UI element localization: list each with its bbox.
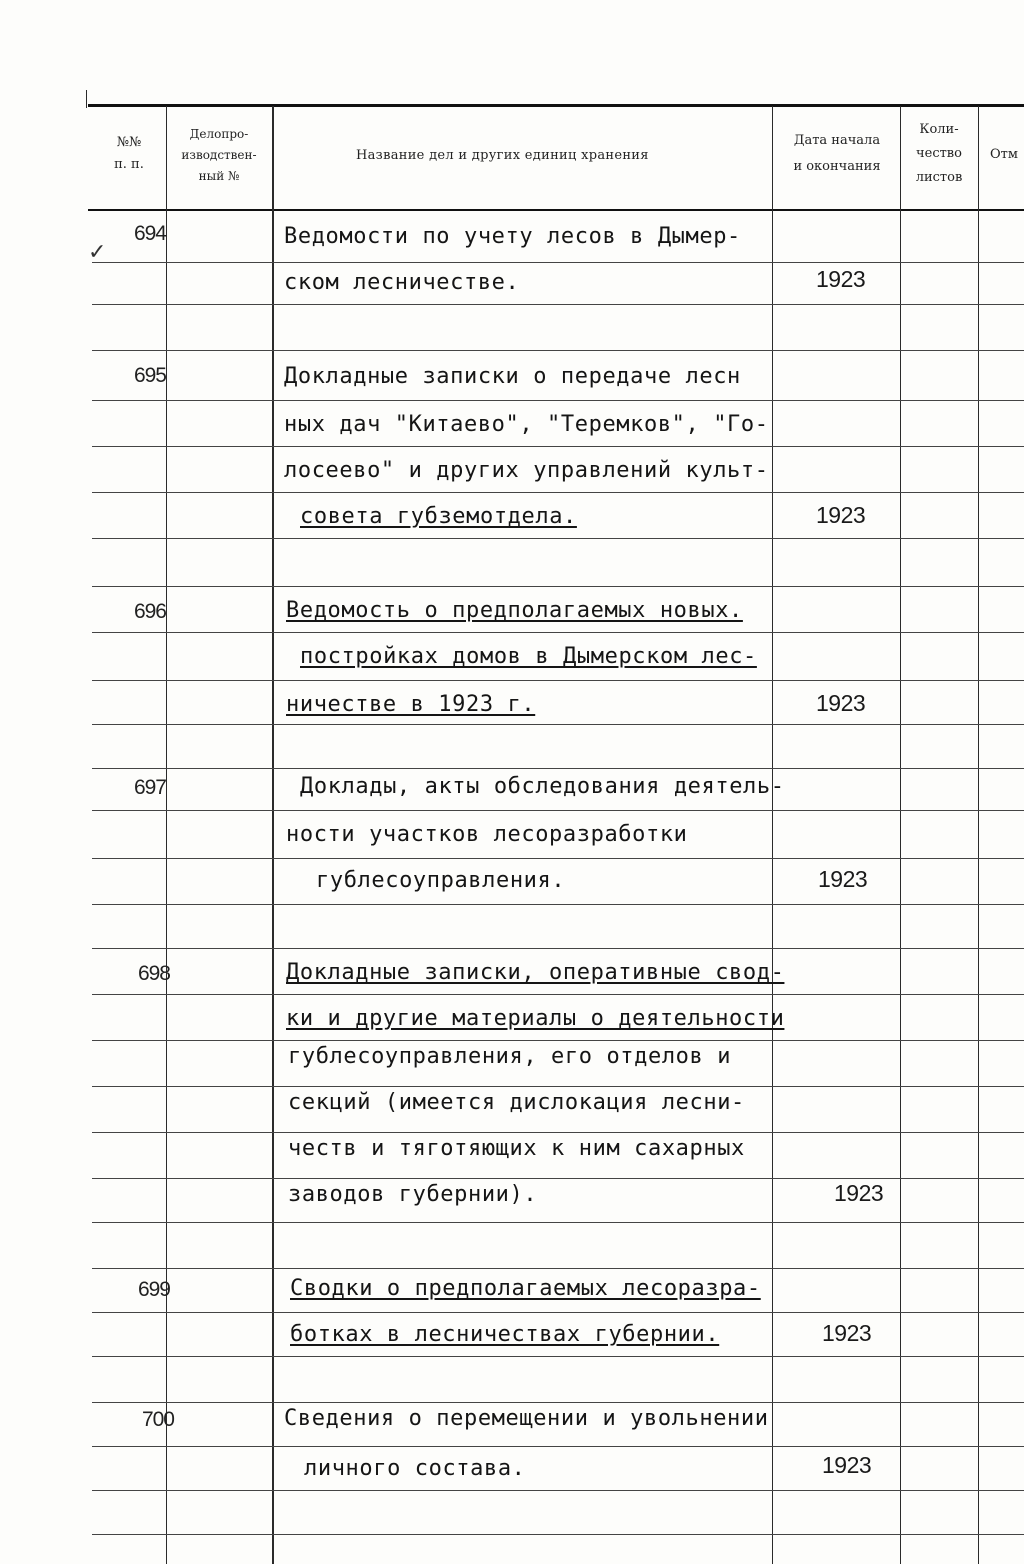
row-rule bbox=[92, 632, 1024, 633]
row-rule bbox=[92, 1178, 1024, 1179]
col-divider-2 bbox=[272, 106, 274, 1564]
record-title-line: гублесоуправления. bbox=[316, 868, 566, 893]
row-rule bbox=[92, 262, 1024, 263]
header-bottom-rule bbox=[88, 209, 1024, 211]
left-margin-mark bbox=[86, 90, 87, 108]
header-number bbox=[96, 132, 162, 176]
row-rule bbox=[92, 1040, 1024, 1041]
header-date-line2: и окончания bbox=[793, 159, 881, 174]
header-notes: Отм bbox=[990, 147, 1018, 162]
record-number: 699 bbox=[137, 1278, 170, 1301]
record-title-line: ботках в лесничествах губернии. bbox=[290, 1322, 720, 1347]
record-title-line: гублесоуправления, его отделов и bbox=[288, 1044, 732, 1069]
header-office-line1: Делопро- bbox=[189, 127, 249, 141]
record-title-line: личного состава. bbox=[304, 1456, 526, 1481]
row-rule bbox=[92, 810, 1024, 811]
record-date: 1923 bbox=[816, 502, 866, 528]
row-rule bbox=[92, 1132, 1024, 1133]
row-rule bbox=[92, 538, 1024, 539]
header-office-line3: ный № bbox=[198, 169, 240, 183]
row-rule bbox=[92, 904, 1024, 905]
record-number: 696 bbox=[133, 600, 166, 623]
row-rule bbox=[92, 724, 1024, 725]
header-date bbox=[776, 128, 898, 180]
record-title-line: Ведомости по учету лесов в Дымер- bbox=[284, 224, 741, 249]
header-sheets-line2: чество bbox=[916, 146, 962, 161]
row-rule bbox=[92, 1086, 1024, 1087]
header-date-line1: Дата начала bbox=[793, 133, 881, 148]
row-rule bbox=[92, 350, 1024, 351]
row-rule bbox=[92, 1312, 1024, 1313]
record-title-line: ных дач "Китаево", "Теремков", "Го- bbox=[284, 412, 769, 437]
record-date: 1923 bbox=[818, 866, 868, 892]
row-rule bbox=[92, 768, 1024, 769]
record-title-line: ничестве в 1923 г. bbox=[286, 692, 536, 717]
row-rule bbox=[92, 586, 1024, 587]
record-number: 694 bbox=[133, 222, 166, 245]
col-divider-4 bbox=[900, 106, 901, 1564]
header-sheets-line3: листов bbox=[915, 170, 963, 185]
record-title-line: ности участков лесоразработки bbox=[286, 822, 688, 847]
header-office-line2: изводствен- bbox=[181, 148, 257, 162]
record-title-line: постройках домов в Дымерском лес- bbox=[300, 644, 757, 669]
row-rule bbox=[92, 304, 1024, 305]
header-number-line1: №№ bbox=[116, 135, 142, 150]
record-title-line: Докладные записки, оперативные свод- bbox=[286, 960, 785, 985]
record-title-line: Ведомость о предполагаемых новых. bbox=[286, 598, 743, 623]
record-number: 695 bbox=[133, 364, 166, 387]
row-rule bbox=[92, 1446, 1024, 1447]
row-rule bbox=[92, 492, 1024, 493]
record-date: 1923 bbox=[816, 690, 866, 716]
header-sheets bbox=[902, 118, 976, 190]
record-title-line: Сведения о перемещении и увольнении bbox=[284, 1406, 769, 1431]
record-date: 1923 bbox=[822, 1452, 872, 1478]
row-rule bbox=[92, 1490, 1024, 1491]
record-title-line: лосеево" и других управлений культ- bbox=[284, 458, 769, 483]
row-rule bbox=[92, 446, 1024, 447]
row-rule bbox=[92, 1356, 1024, 1357]
row-rule bbox=[92, 948, 1024, 949]
row-rule bbox=[92, 994, 1024, 995]
row-rule bbox=[92, 1402, 1024, 1403]
record-title-line: ском лесничестве. bbox=[284, 270, 520, 295]
record-title-line: Сводки о предполагаемых лесоразра- bbox=[290, 1276, 761, 1301]
header-number-line2: п. п. bbox=[114, 157, 144, 172]
record-date: 1923 bbox=[816, 266, 866, 292]
record-title-line: Докладные записки о передаче лесн bbox=[284, 364, 741, 389]
col-divider-5 bbox=[978, 106, 979, 1564]
record-number: 700 bbox=[141, 1408, 174, 1431]
record-title-line: ки и другие материалы о деятельности bbox=[286, 1006, 785, 1031]
record-number: 698 bbox=[137, 962, 170, 985]
table-top-rule bbox=[88, 104, 1024, 107]
header-sheets-line1: Коли- bbox=[919, 122, 959, 137]
record-number: 697 bbox=[133, 776, 166, 799]
row-rule bbox=[92, 858, 1024, 859]
record-title-line: совета губземотдела. bbox=[300, 504, 577, 529]
check-mark-icon: ✓ bbox=[88, 240, 107, 265]
row-rule bbox=[92, 1222, 1024, 1223]
record-title-line: секций (имеется дислокация лесни- bbox=[288, 1090, 745, 1115]
record-date: 1923 bbox=[822, 1320, 872, 1346]
row-rule bbox=[92, 1268, 1024, 1269]
record-title-line: заводов губернии). bbox=[288, 1182, 538, 1207]
row-rule bbox=[92, 1534, 1024, 1535]
col-divider-3 bbox=[772, 106, 773, 1564]
row-rule bbox=[92, 400, 1024, 401]
record-date: 1923 bbox=[834, 1180, 884, 1206]
header-title: Название дел и других единиц хранения bbox=[356, 148, 649, 163]
record-title-line: Доклады, акты обследования деятель- bbox=[300, 774, 785, 799]
col-divider-1 bbox=[166, 106, 167, 1564]
header-office-number bbox=[168, 124, 270, 187]
record-title-line: честв и тяготяющих к ним сахарных bbox=[288, 1136, 745, 1161]
row-rule bbox=[92, 680, 1024, 681]
